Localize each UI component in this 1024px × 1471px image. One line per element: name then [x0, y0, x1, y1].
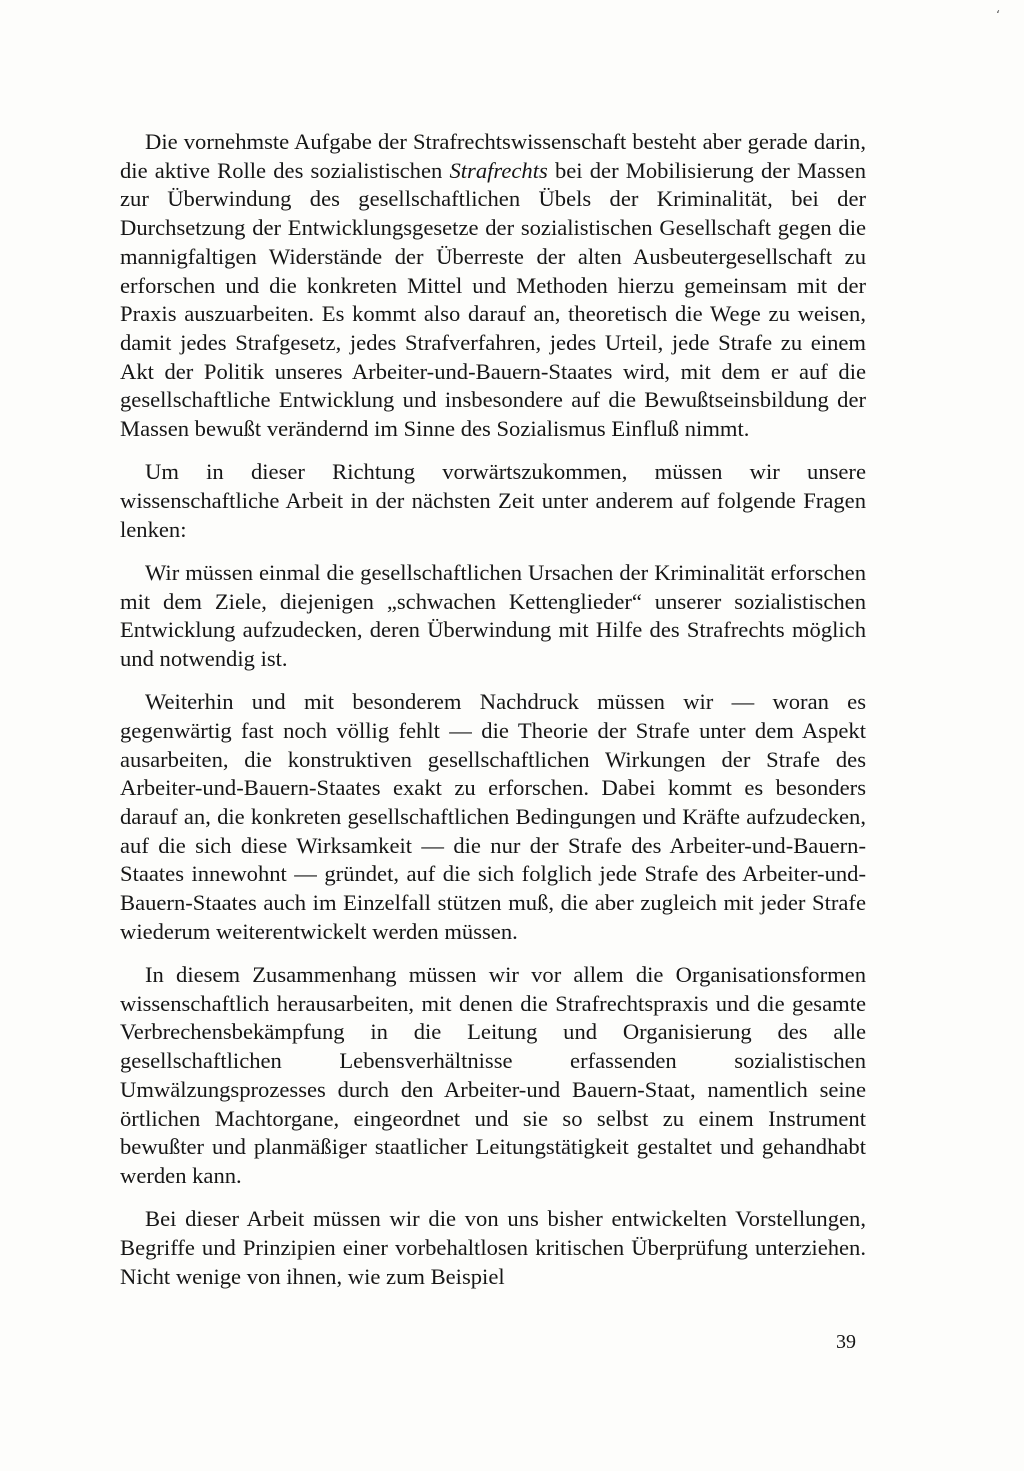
body-text — [120, 128, 866, 1291]
paragraph-2: Um in dieser Richtung vorwärtszukommen, müssen wir unsere wissenschaftliche Arbeit in der nächsten Zeit unter anderem auf folgende Fragen lenken: — [120, 459, 866, 542]
page-number: 39 — [836, 1331, 856, 1353]
paragraph-1-before: Die vornehmste Aufgabe der Strafrechtswissenschaft besteht aber gerade darin, die aktive Rolle des sozialistischen — [120, 129, 866, 183]
paragraph-6: Bei dieser Arbeit müssen wir die von uns bisher entwickelten Vorstellungen, Begriffe und Prinzipien einer vorbehaltlosen kritischen Überprüfung unterziehen. Nicht wenige von ihnen, wie zum Beispiel — [120, 1206, 866, 1289]
paragraph-4: Weiterhin und mit besonderem Nachdruck müssen wir — woran es gegenwärtig fast noch völlig fehlt — die Theorie der Strafe unter dem Aspekt ausarbeiten, die konstruktiven gesellschaftlichen Wirkungen der Strafe des Arbeiter-und-Bauern-Staates exakt zu erforschen. Dabei kommt es besonders darauf an, die konkreten gesellschaftlichen Bedingungen und Kräfte aufzudecken, auf die sich diese Wirksamkeit — die nur der Strafe des Arbeiter-und-Bauern-Staates innewohnt — gründet, auf die sich folglich jede Strafe des Arbeiter-und-Bauern-Staates auch im Einzelfall stützen muß, die aber zugleich mit jeder Strafe wiederum weiterentwickelt werden müssen. — [120, 689, 866, 944]
paragraph-1-after: bei der Mobilisierung der Massen zur Überwindung des gesellschaftlichen Übels der Kriminalität, bei der Durchsetzung der Entwicklungsgesetze der sozialistischen Gesellschaft gegen die mannigfaltigen Widerstände der Überreste der alten Ausbeutergesellschaft zu erforschen und die konkreten Mittel und Methoden hierzu gemeinsam mit der Praxis auszuarbeiten. Es kommt also darauf an, theoretisch die Wege zu weisen, damit jedes Strafgesetz, jedes Strafverfahren, jedes Urteil, jede Strafe zu einem Akt der Politik unseres Arbeiter-und-Bauern-Staates wird, mit dem er auf die gesellschaftliche Entwicklung und insbesondere auf die Bewußtseinsbildung der Massen bewußt verändernd im Sinne des Sozialismus Einfluß nimmt. — [120, 157, 866, 442]
paragraph-1-emphasis: Strafrechts — [449, 157, 548, 183]
corner-mark: ‘ — [996, 8, 1000, 22]
paragraph-1 — [120, 128, 866, 444]
paragraph-3: Wir müssen einmal die gesellschaftlichen Ursachen der Kriminalität erforschen mit dem Ziele, diejenigen „schwachen Kettenglieder“ unserer sozialistischen Entwicklung aufzudecken, deren Überwindung mit Hilfe des Strafrechts möglich und notwendig ist. — [120, 559, 866, 671]
paragraph-5: In diesem Zusammenhang müssen wir vor allem die Organisationsformen wissenschaftlich herausarbeiten, mit denen die Strafrechtspraxis und die gesamte Verbrechensbekämpfung in die Leitung und Organisierung des alle gesellschaftlichen Lebensverhältnisse erfassenden sozialistischen Umwälzungsprozesses durch den Arbeiter-und Bauern-Staat, namentlich seine örtlichen Machtorgane, eingeordnet und sie so selbst zu einem Instrument bewußter und planmäßiger staatlicher Leitungstätigkeit gestaltet und gehandhabt werden kann. — [120, 961, 866, 1188]
